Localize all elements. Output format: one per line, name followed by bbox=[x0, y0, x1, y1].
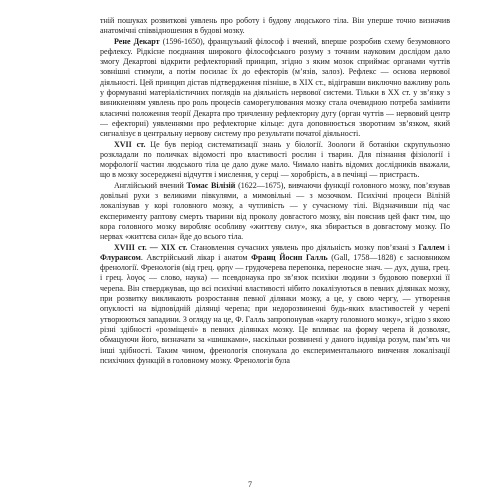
paragraph-heading: XVII ст. bbox=[114, 139, 146, 149]
paragraph-text: Це був період систематизації знань у біології. Зоологи й ботаніки скрупульозно розкладали по поличках відомості про властивості рослин і тварин. Для пізнання фізіології і морфології частин людського тіла це дало дуже мало. Чимало навіть відомих дослідників вважали, що в мозку зосереджені відчуття і мислення, у серці — хоробрість, а в печінці — пристрасть. bbox=[100, 139, 450, 180]
paragraph-5 bbox=[100, 243, 450, 367]
paragraph-3 bbox=[100, 140, 450, 181]
person-name: Франц Йосип Галль bbox=[251, 252, 328, 262]
paragraph-text: (1622—1675), вивчаючи функції головного мозку, пов’язував довільні рухи з великими півкулями, а мимовільні — з мозочком. Психічні процеси Вілізій локалізував у корі головного мозку, а чутливість — у сучасному тілі. Відзначивши під час експерименту раптову смерть тварини від проколу довгастого мозку, він пояснив цей факт тим, що кора головного мозку виробляє особливу «життєву силу», яка збирається в довгастому мозку. По нервах «життєва сила» йде до всього тіла. bbox=[100, 180, 450, 242]
paragraph-text: тній пошуках розвиткові уявлень про роботу і будову людського тіла. Він уперше точно визначив анатомічні співвідношення в будові мозку. bbox=[100, 16, 450, 36]
paragraph-heading: XVIII ст. — XIX ст. bbox=[114, 242, 188, 252]
paragraph-heading: Томас Вілізій bbox=[186, 180, 236, 190]
page-text bbox=[100, 16, 450, 366]
page-number: 7 bbox=[248, 480, 252, 489]
paragraph-2 bbox=[100, 37, 450, 140]
paragraph-text: (1596-1650), французький філософ і вчений, вперше розробив схему безумовного рефлексу. Рідкісне поєднання широкого філософського розуму з точним науковим дослідом дало змогу Декартові відкрити рефлекторний принцип, згідно з яким мозок сприймає органами чуттів зовнішні стимули, а потім посилає їх до ефекторів (м’язів, залоз). Рефлекс — основа нервової діяльності. Цей принцип дістав підтвердження пізніше, в XIX ст., відігравши виключно важливу роль у формуванні матеріалістичних поглядів на діяльність нервової системи. Тільки в XX ст. у зв’язку з виникненням уявлень про роль процесів саморегулювання мозку стала очевидною потреба замінити класичні положення теорії Декарта про тричленну рефлекторну дугу (орган чуттів — нервовий центр — ефекторні) уявленнями про рефлекторне кільце: дуга доповнюється зворотним зв’язком, який сигналізує в центральну нервову систему про результати початої діяльності. bbox=[100, 36, 451, 139]
paragraph-text: . Австрійський лікар і анатом bbox=[140, 252, 252, 262]
paragraph-text: Англійський вчений bbox=[114, 180, 187, 190]
person-name: Галлем bbox=[418, 242, 445, 252]
paragraph-text: (Gall, 1758—1828) є засновником френології. Френологія (від грец. φρην — грудочерева перепонка, переносне знач. — дух, душа, грец. і грец. λογος — слово, наука) — псевдонаука про зв’язок психіки людини з будовою поверхні її черепа. Він стверджував, що всі психічні властивості нібито локалізуються в певних ділянках мозку, при розвитку викликають розростання певної ділянки мозку, а це, у свою чергу, — утворення опуклості на відповідній ділянці черепа; при недорозвиненні будь-яких властивостей у черепі утворюються западини. З огляду на це, Ф. Галль запропонував «карту головного мозку», згідно з якою різні здібності «розміщені» в певних ділянках мозку. Це впливає на форму черепа й дозволяє, обмацуючи його, визначати за «шишками», наскільки розвинені у даного індивіда розум, пам’ять чи інші здібності. Таким чином, френологія спонукала до експериментального вивчення локалізації психічних функцій в головному мозку. Френологія була bbox=[100, 252, 450, 365]
person-name: Флурансом bbox=[100, 252, 141, 262]
paragraph-heading: Рене Декарт bbox=[114, 36, 160, 46]
paragraph-4 bbox=[100, 181, 450, 243]
paragraph-1 bbox=[100, 16, 450, 37]
paragraph-text: і bbox=[444, 242, 450, 252]
paragraph-text: Становлення сучасних уявлень про діяльність мозку пов’язані з bbox=[187, 242, 419, 252]
